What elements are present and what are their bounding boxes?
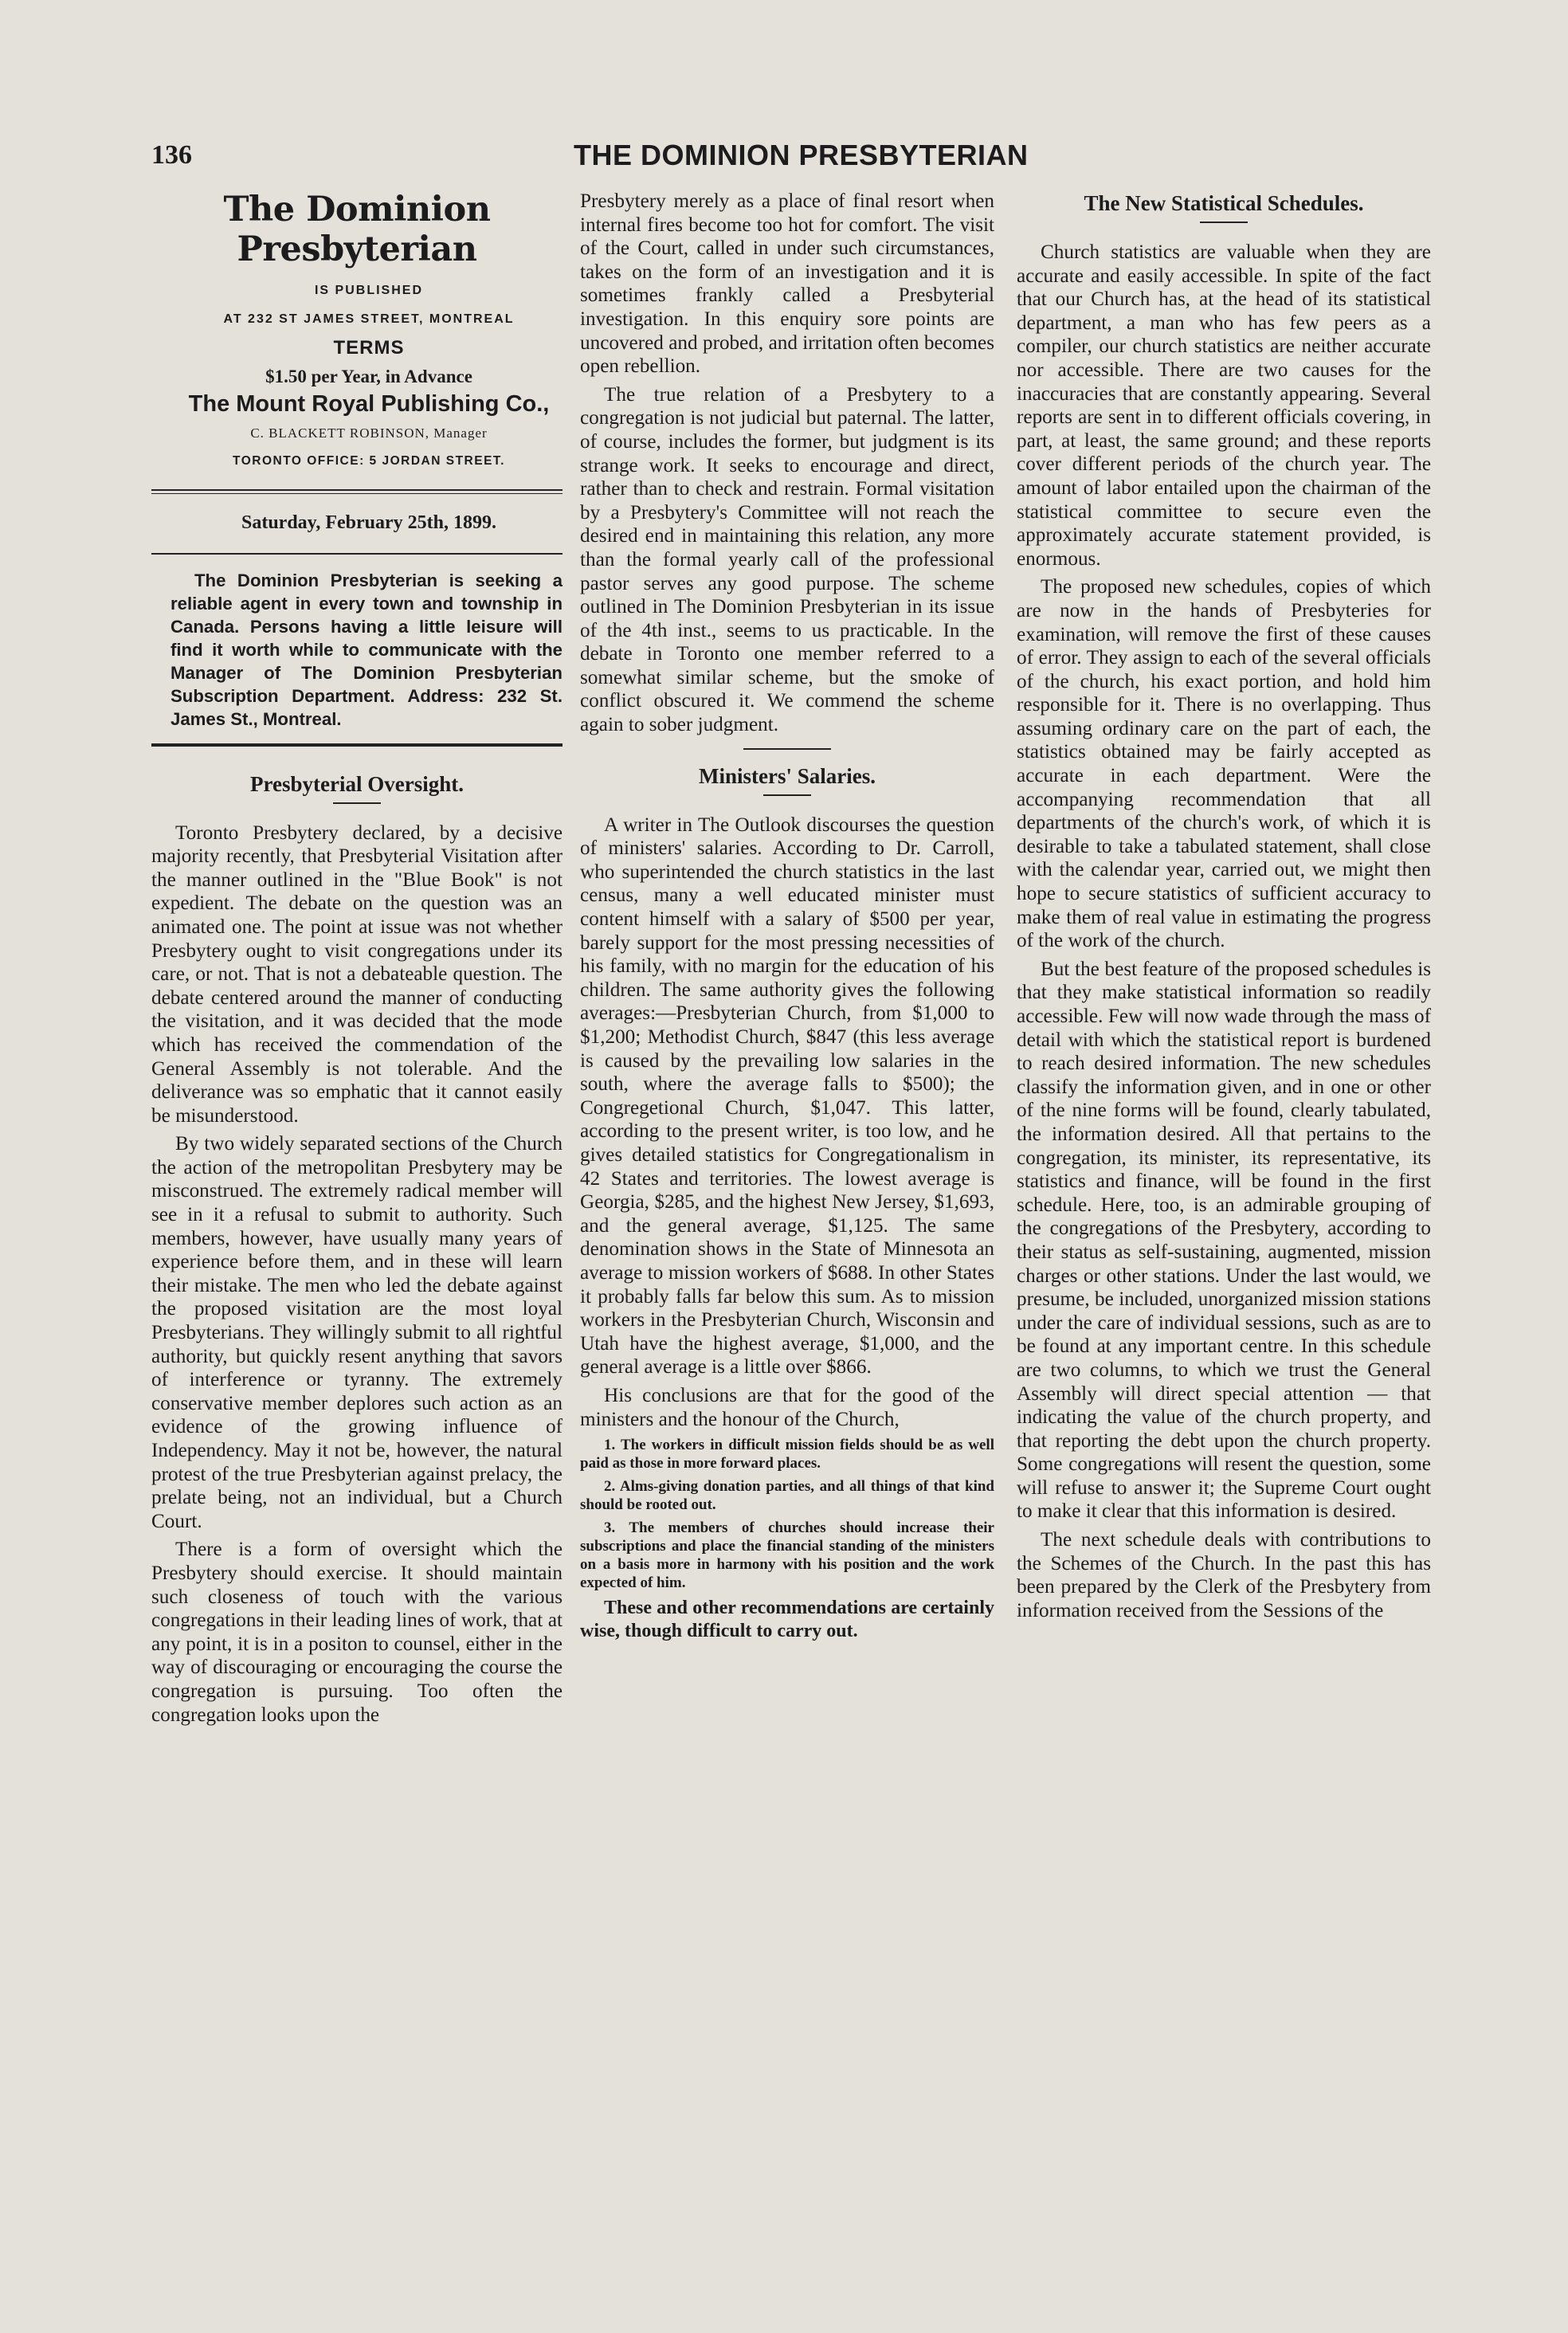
page-number: 136 xyxy=(151,140,192,170)
article-closing: These and other recommendations are certainly wise, though difficult to carry out. xyxy=(580,1598,994,1642)
date-rule xyxy=(151,553,563,555)
heading-rule xyxy=(333,802,381,804)
heading-rule xyxy=(1200,222,1248,223)
article-paragraph: Church statistics are valuable when they are accurate and easily accessible. In spite of the fact that our Church has, at the head of its statistical department, a man who has few peers as a compiler, our church statistics are neither accurate nor accessible. There are two causes for the inaccuracies that are constantly appearing. Several reports are sent in to different officials covering, in part, at least, the same ground; and these reports cover different periods of the church year. The amount of labor entailed upon the chairman of the statistical committee to secure even the approximately accurate statement provided, is enormous. xyxy=(1017,241,1431,570)
masthead-price: $1.50 per Year, in Advance xyxy=(265,366,472,386)
agent-notice: The Dominion Presbyterian is seeking a reliable agent in every town and township in Canada. Persons having a little leisure will find it worth while to communicate with the Manager of The Dominion Presbyterian Subscription Department. Address: 232 St. James St., Montreal. xyxy=(171,570,563,729)
heading-rule xyxy=(763,794,811,796)
article-paragraph: Toronto Presbytery declared, by a decisive majority recently, that Presbyterial Visitation after the manner outlined in the "Blue Book" is not expedient. The debate on the question was an animated one. The point at issue was not whether Presbytery ought to visit congregations under its care, or not. That is not a debateable question. The debate centered around the manner of conducting the visitation, and it was decided that the mode which has received the commendation of the General Assembly is not tolerable. And the deliverance was so emphatic that it cannot easily be misunderstood. xyxy=(151,821,563,1127)
column-3 xyxy=(1017,190,1431,1627)
masthead-title: The Dominion Presbyterian xyxy=(223,190,491,269)
article-paragraph: A writer in The Outlook discourses the question of ministers' salaries. According to Dr. Carroll, who superintended the church statistics in the last census, many a well educated minister must content himself with a salary of $500 per year, barely support for the most pressing necessities of his family, with no margin for the education of his children. The same authority gives the following averages:—Presbyterian Church, from $1,000 to $1,200; Methodist Church, $847 (this less average is caused by the prevailing low salaries in the south, where the average falls to $500); the Congregetional Church, $1,047. This latter, according to the present writer, is too low, and he gives detailed statistics for Congregationalism in 42 States and territories. The lowest average is Georgia, $285, and the highest New Jersey, $1,693, and the general average, $1,125. The same denomination shows in the State of Minnesota an average to mission workers of $688. In other States it probably falls far below this sum. As to mission workers in the Presbyterian Church, Wisconsin and Utah have the highest average, $1,000, and the general average is a little over $866. xyxy=(580,814,994,1378)
article-separator xyxy=(743,748,831,750)
article-paragraph: There is a form of oversight which the Presbytery should exercise. It should maintain such closeness of touch with the various congregations in their leading lines of work, that at any point, it is in a positon to counsel, either in the way of discouraging or encouraging the course the congregation is pursuing. Too often the congregation looks upon the xyxy=(151,1539,563,1726)
column-2 xyxy=(580,190,994,1648)
recommendation-item: 1. The workers in difficult mission fields should be as well paid as those in more forward places. xyxy=(580,1437,994,1472)
masthead-publisher: The Mount Royal Publishing Co., xyxy=(188,391,550,418)
notice-rule xyxy=(151,743,563,747)
recommendation-item: 3. The members of churches should increase their subscriptions and place the financial standing of the ministers on a basis more in harmony with his position and the work expected of him. xyxy=(580,1519,994,1592)
masthead-manager: C. BLACKETT ROBINSON, Manager xyxy=(250,425,488,441)
article-paragraph: His conclusions are that for the good of the ministers and the honour of the Church, xyxy=(580,1384,994,1430)
running-head xyxy=(151,134,1410,182)
article-heading-oversight: Presbyterial Oversight. xyxy=(250,771,464,796)
article-paragraph: But the best feature of the proposed schedules is that they make statistical information so readily accessible. Few will now wade through the mass of detail with which the statistical report is burdened to reach desired information. The new schedules classify the information given, and in one or other of the nine forms will be found, clearly tabulated, the information desired. All that pertains to the congregation, its minister, its representative, its statistics and finance, will be found in the first schedule. Here, too, is an admirable grouping of the congregations of the Presbytery, according to their status as self-sustaining, augmented, mission charges or other stations. Under the last would, we presume, be included, unorganized mission stations under the care of individual sessions, such as are to be found at any important centre. In this schedule are two columns, to which we trust the General Assembly will direct special attention — that indicating the value of the church property, and that reporting the debt upon the church property. Some congregations will resent the question, some will refuse to answer it; the Supreme Court ought to make it clear that this information is desired. xyxy=(1017,958,1431,1523)
masthead-address: AT 232 ST JAMES STREET, MONTREAL xyxy=(223,312,515,326)
article-heading-schedules: The New Statistical Schedules. xyxy=(1084,191,1364,215)
masthead-published: IS PUBLISHED xyxy=(314,284,423,297)
article-paragraph: The next schedule deals with contributions to the Schemes of the Church. In the past this has been prepared by the Clerk of the Presbytery from information received from the Sessions of the xyxy=(1017,1529,1431,1621)
column-1 xyxy=(151,190,563,1731)
article-paragraph: The true relation of a Presbytery to a congregation is not judicial but paternal. The latter, of course, includes the former, but judgment is its strange work. It seeks to encourage and direct, rather than to check and restrain. Formal visitation by a Presbytery's Committee will not reach the desired end in maintaining this relation, any more than the formal yearly call of the professional pastor serves any good purpose. The scheme outlined in The Dominion Presbyterian in its issue of the 4th inst., seems to us practicable. In the debate in Toronto one member referred to a somewhat similar scheme, but the smoke of conflict obscured it. We commend the scheme again to sober judgment. xyxy=(580,383,994,736)
article-paragraph-continued: Presbytery merely as a place of final resort when internal fires become too hot for comfort. The visit of the Court, called in under such circumstances, takes on the form of an investigation and it is sometimes frankly called a Presbyterial investigation. In this enquiry sore points are uncovered and probed, and irritation often becomes open rebellion. xyxy=(580,190,994,378)
issue-date: Saturday, February 25th, 1899. xyxy=(241,512,496,533)
recommendation-item: 2. Alms-giving donation parties, and all things of that kind should be rooted out. xyxy=(580,1478,994,1514)
article-paragraph: The proposed new schedules, copies of which are now in the hands of Presbyteries for examination, will remove the first of these causes of error. They assign to each of the several officials of the church, his exact portion, and hold him responsible for it. There is no overlapping. Thus assuming ordinary care on the part of each, the statistics obtained may be fairly accepted as accurate in each department. Were the accompanying recommendation that all departments of the church's work, of which it is desirable to take a tabulated statement, shall close with the calendar year, carried out, we might then hope to secure statistics of sufficient accuracy to make them of real value in estimating the progress of the work of the church. xyxy=(1017,576,1431,952)
journal-title: THE DOMINION PRESBYTERIAN xyxy=(574,139,1029,171)
masthead-office: TORONTO OFFICE: 5 JORDAN STREET. xyxy=(233,454,505,469)
masthead-rule xyxy=(151,489,563,494)
masthead-terms: TERMS xyxy=(333,337,405,359)
article-heading-salaries: Ministers' Salaries. xyxy=(699,763,876,788)
article-paragraph: By two widely separated sections of the Church the action of the metropolitan Presbytery may be misconstrued. The extremely radical member will see in it a refusal to submit to authority. Such members, however, have usually many years of experience before them, and in these will learn their mistake. The men who led the debate against the proposed visitation are the most loyal Presbyterians. They willingly submit to all rightful authority, but quickly resent anything that savors of interference or tyranny. The extremely conservative member deplores such action as an evidence of the growing influence of Independency. May it not be, however, the natural protest of the true Presbyterian against prelacy, the prelate being, not an individual, but a Church Court. xyxy=(151,1133,563,1532)
